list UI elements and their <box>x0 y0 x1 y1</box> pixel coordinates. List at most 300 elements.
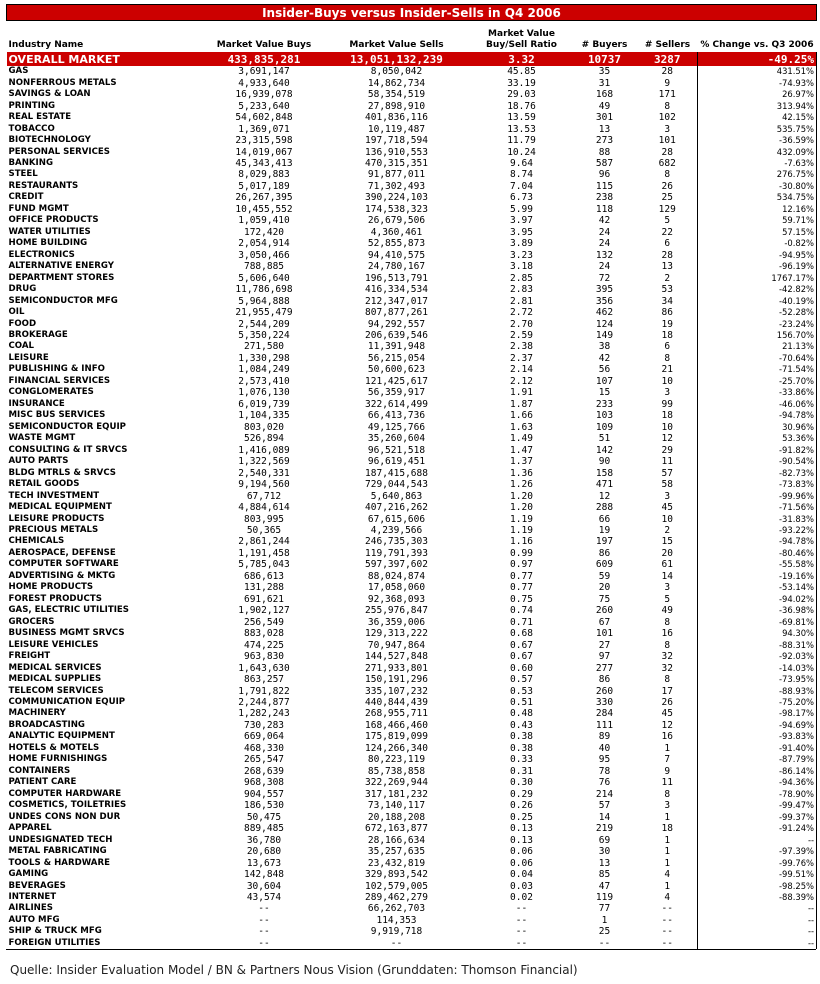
buyers-cell: 168 <box>595 89 614 101</box>
industry-name-cell: RETAIL GOODS <box>8 479 80 490</box>
buyers-cell: 273 <box>595 135 614 147</box>
market-value-sells-cell: 144,527,848 <box>365 651 428 663</box>
buy-sell-ratio-cell: 0.30 <box>510 777 533 789</box>
table-row <box>7 846 817 857</box>
industry-name-cell: SEMICONDUCTOR EQUIP <box>8 421 126 432</box>
market-value-buys-cell: 1,076,130 <box>238 387 290 399</box>
industry-name-cell: SEMICONDUCTOR MFG <box>8 295 118 306</box>
buyers-cell: 119 <box>595 891 614 903</box>
market-value-sells-cell: 17,058,060 <box>367 582 426 594</box>
header-industry-name: Industry Name <box>8 40 84 50</box>
market-value-buys-cell: 1,322,569 <box>238 456 290 468</box>
table-row <box>7 238 817 249</box>
buy-sell-ratio-cell: 0.29 <box>510 788 533 800</box>
sellers-cell: -- <box>661 926 673 938</box>
insider-table <box>6 4 817 949</box>
table-row <box>7 880 817 891</box>
buy-sell-ratio-cell: 0.51 <box>510 697 533 709</box>
sellers-cell: 129 <box>658 203 676 215</box>
buyers-cell: 88 <box>598 146 611 158</box>
industry-name-cell: PRINTING <box>8 100 56 111</box>
market-value-sells-cell: 88,024,874 <box>367 570 426 582</box>
sellers-cell: 12 <box>661 719 673 731</box>
pct-change-cell: -- <box>698 938 817 949</box>
industry-name-cell: INSURANCE <box>8 398 65 409</box>
market-value-buys-cell: 9,194,560 <box>238 479 290 491</box>
market-value-sells-cell: 8,050,042 <box>370 66 423 78</box>
pct-change-cell: -92.03% <box>698 651 817 662</box>
industry-name-cell: SHIP & TRUCK MFG <box>8 926 102 937</box>
pct-change-cell: -55.58% <box>698 559 817 570</box>
market-value-buys-cell: 1,104,335 <box>238 410 290 422</box>
pct-change-cell: -71.56% <box>698 502 817 513</box>
market-value-sells-cell: 73,140,117 <box>367 800 426 812</box>
sellers-cell: 12 <box>661 433 673 445</box>
pct-change-cell: -94.36% <box>698 777 817 788</box>
pct-change-cell: -36.59% <box>698 135 817 146</box>
market-value-sells-cell: 136,910,553 <box>365 146 428 158</box>
sellers-cell: 682 <box>658 157 676 169</box>
market-value-buys-cell: 50,365 <box>246 524 282 536</box>
market-value-buys-cell: -- <box>258 903 270 915</box>
buy-sell-ratio-cell: 0.06 <box>510 857 533 869</box>
buyers-cell: 75 <box>598 593 611 605</box>
market-value-sells-cell: 470,315,351 <box>365 157 428 169</box>
buy-sell-ratio-cell: 0.67 <box>510 639 533 651</box>
industry-name-cell: CHEMICALS <box>8 536 65 547</box>
industry-name-cell: HOTELS & MOTELS <box>8 742 100 753</box>
buyers-cell: 124 <box>595 318 614 330</box>
market-value-sells-cell: 80,223,119 <box>367 754 426 766</box>
pct-change-cell: -33.86% <box>698 387 817 398</box>
table-row <box>7 823 817 834</box>
table-row <box>7 628 817 639</box>
industry-name-cell: PATIENT CARE <box>8 777 77 788</box>
buy-sell-ratio-cell: 1.19 <box>510 513 533 525</box>
market-value-sells-cell: 114,353 <box>376 914 417 926</box>
sellers-cell: 26 <box>661 180 673 192</box>
buy-sell-ratio-cell: -- <box>515 937 528 949</box>
buyers-cell: 288 <box>595 502 614 514</box>
market-value-buys-cell: 186,530 <box>243 800 285 812</box>
market-value-sells-cell: 124,266,340 <box>365 742 428 754</box>
market-value-buys-cell: 468,330 <box>243 742 285 754</box>
industry-name-cell: HOME BUILDING <box>8 238 88 249</box>
table-row <box>7 467 817 478</box>
industry-name-cell: COMPUTER HARDWARE <box>8 788 122 799</box>
overall-buys: 433,835,281 <box>207 52 322 66</box>
buyers-cell: 69 <box>598 834 611 846</box>
industry-name-cell: UNDES CONS NON DUR <box>8 811 121 822</box>
table-row <box>7 307 817 318</box>
buy-sell-ratio-cell: -- <box>515 903 528 915</box>
market-value-buys-cell: 268,639 <box>243 765 285 777</box>
sellers-cell: 45 <box>661 502 673 514</box>
buyers-cell: 462 <box>595 307 614 319</box>
market-value-sells-cell: 94,292,557 <box>367 318 426 330</box>
table-row <box>7 341 817 352</box>
market-value-sells-cell: 121,425,617 <box>365 375 428 387</box>
table-row <box>7 513 817 524</box>
buyers-cell: 25 <box>598 926 611 938</box>
industry-name-cell: TOOLS & HARDWARE <box>8 857 110 868</box>
market-value-buys-cell: 526,894 <box>243 433 285 445</box>
pct-change-cell: 313.94% <box>698 100 817 111</box>
buy-sell-ratio-cell: 2.83 <box>510 284 533 296</box>
table-row <box>7 639 817 650</box>
pct-change-cell: 1767.17% <box>698 272 817 283</box>
buyers-cell: 277 <box>595 662 614 674</box>
industry-name-cell: ANALYTIC EQUIPMENT <box>8 731 115 742</box>
market-value-buys-cell: 3,050,466 <box>238 249 290 261</box>
industry-name-cell: STEEL <box>8 169 38 180</box>
buy-sell-ratio-cell: 0.31 <box>510 765 533 777</box>
buyers-cell: 31 <box>598 77 611 89</box>
buy-sell-ratio-cell: 3.23 <box>510 249 533 261</box>
table-row <box>7 100 817 111</box>
industry-name-cell: GAS <box>8 66 29 77</box>
sellers-cell: 61 <box>661 559 673 571</box>
buy-sell-ratio-cell: 0.13 <box>510 823 533 835</box>
market-value-sells-cell: 14,862,734 <box>367 77 426 89</box>
buyers-cell: 89 <box>598 731 611 743</box>
pct-change-cell: -- <box>698 915 817 926</box>
market-value-buys-cell: 863,257 <box>243 674 285 686</box>
pct-change-cell: -99.47% <box>698 800 817 811</box>
sellers-cell: 9 <box>664 765 671 777</box>
table-row <box>7 250 817 261</box>
buyers-cell: 67 <box>598 616 611 628</box>
table-row <box>7 915 817 926</box>
buy-sell-ratio-cell: 18.76 <box>507 100 536 112</box>
market-value-buys-cell: 5,606,640 <box>238 272 290 284</box>
industry-name-cell: RESTAURANTS <box>8 180 79 191</box>
market-value-sells-cell: -- <box>390 937 403 949</box>
market-value-buys-cell: 4,884,614 <box>238 502 290 514</box>
pct-change-cell: -36.98% <box>698 605 817 616</box>
industry-name-cell: TELECOM SERVICES <box>8 685 104 696</box>
industry-name-cell: MISC BUS SERVICES <box>8 410 106 421</box>
market-value-sells-cell: 85,738,858 <box>367 765 426 777</box>
buyers-cell: 233 <box>595 398 614 410</box>
industry-name-cell: REAL ESTATE <box>8 112 72 123</box>
sellers-cell: 18 <box>661 410 673 422</box>
sellers-cell: 2 <box>664 272 671 284</box>
industry-name-cell: ALTERNATIVE ENERGY <box>8 261 114 272</box>
industry-name-cell: GROCERS <box>8 616 55 627</box>
overall-ratio: 3.32 <box>472 52 572 66</box>
table-row <box>7 834 817 845</box>
table-row <box>7 869 817 880</box>
market-value-buys-cell: 5,350,224 <box>238 330 290 342</box>
buy-sell-ratio-cell: 1.47 <box>510 444 533 456</box>
sellers-cell: 20 <box>661 547 673 559</box>
table-row <box>7 353 817 364</box>
sellers-cell: 3 <box>664 490 671 502</box>
sellers-cell: 53 <box>661 284 673 296</box>
buy-sell-ratio-cell: -- <box>515 926 528 938</box>
pct-change-cell: 21.13% <box>698 341 817 352</box>
buyers-cell: 13 <box>598 123 611 135</box>
market-value-buys-cell: 803,020 <box>243 421 285 433</box>
table-row <box>7 192 817 203</box>
industry-name-cell: WATER UTILITIES <box>8 226 91 237</box>
market-value-buys-cell: 968,308 <box>243 777 285 789</box>
table-row <box>7 548 817 559</box>
buy-sell-ratio-cell: 0.04 <box>510 869 533 881</box>
market-value-buys-cell: -- <box>258 914 270 926</box>
table-row <box>7 903 817 914</box>
buy-sell-ratio-cell: 0.02 <box>510 891 533 903</box>
market-value-sells-cell: 175,819,099 <box>365 731 428 743</box>
header-market-value-buys: Market Value Buys <box>216 40 312 50</box>
pct-change-cell: -30.80% <box>698 181 817 192</box>
pct-change-cell: -53.14% <box>698 582 817 593</box>
market-value-sells-cell: 597,397,602 <box>365 559 428 571</box>
pct-change-cell: 431.51% <box>698 66 817 77</box>
buyers-cell: 85 <box>598 869 611 881</box>
buy-sell-ratio-cell: 33.19 <box>507 77 536 89</box>
pct-change-cell: -14.03% <box>698 662 817 673</box>
industry-name-cell: WASTE MGMT <box>8 433 76 444</box>
sellers-cell: 32 <box>661 662 673 674</box>
sellers-cell: 8 <box>664 788 671 800</box>
market-value-sells-cell: 23,432,819 <box>367 857 426 869</box>
market-value-buys-cell: 669,064 <box>243 731 285 743</box>
table-row <box>7 376 817 387</box>
pct-change-cell: -94.02% <box>698 594 817 605</box>
sellers-cell: 5 <box>664 215 671 227</box>
market-value-sells-cell: 4,360,461 <box>370 226 423 238</box>
pct-change-cell: -25.70% <box>698 376 817 387</box>
sellers-cell: 8 <box>664 352 671 364</box>
sellers-cell: 29 <box>661 444 673 456</box>
market-value-buys-cell: 131,288 <box>243 582 285 594</box>
market-value-buys-cell: 271,580 <box>243 341 285 353</box>
sellers-cell: 3 <box>664 800 671 812</box>
industry-name-cell: MEDICAL SERVICES <box>8 662 102 673</box>
table-row <box>7 295 817 306</box>
market-value-sells-cell: 197,718,594 <box>365 135 428 147</box>
market-value-buys-cell: 4,933,640 <box>238 77 290 89</box>
industry-name-cell: APPAREL <box>8 823 52 834</box>
industry-name-cell: FREIGHT <box>8 651 51 662</box>
overall-pct-change: -49.25% <box>698 52 817 66</box>
buyers-cell: 47 <box>598 880 611 892</box>
pct-change-cell: -74.93% <box>698 77 817 88</box>
market-value-buys-cell: 1,191,458 <box>238 547 290 559</box>
industry-name-cell: OFFICE PRODUCTS <box>8 215 99 226</box>
market-value-sells-cell: 255,976,847 <box>365 605 428 617</box>
buyers-cell: 19 <box>598 524 611 536</box>
buyers-cell: 330 <box>595 697 614 709</box>
market-value-sells-cell: 35,257,635 <box>367 846 426 858</box>
table-row <box>7 387 817 398</box>
buyers-cell: 103 <box>595 410 614 422</box>
buy-sell-ratio-cell: 0.99 <box>510 547 533 559</box>
buyers-cell: 78 <box>598 765 611 777</box>
pct-change-cell: -71.54% <box>698 364 817 375</box>
pct-change-cell: -96.19% <box>698 261 817 272</box>
industry-name-cell: COSMETICS, TOILETRIES <box>8 800 127 811</box>
insider-table-container <box>6 4 816 950</box>
table-row <box>7 479 817 490</box>
sellers-cell: 16 <box>661 731 673 743</box>
buyers-cell: 66 <box>598 513 611 525</box>
table-row <box>7 731 817 742</box>
market-value-sells-cell: 9,919,718 <box>370 926 423 938</box>
market-value-sells-cell: 35,260,604 <box>367 433 426 445</box>
pct-change-cell: -86.14% <box>698 766 817 777</box>
market-value-sells-cell: 196,513,791 <box>365 272 428 284</box>
sellers-cell: 11 <box>661 777 673 789</box>
pct-change-cell: -91.40% <box>698 743 817 754</box>
sellers-cell: 45 <box>661 708 673 720</box>
industry-name-cell: FOREIGN UTILITIES <box>8 937 101 948</box>
header-sellers: # Sellers <box>644 40 691 50</box>
market-value-sells-cell: 150,191,296 <box>365 674 428 686</box>
pct-change-cell: -99.37% <box>698 811 817 822</box>
market-value-sells-cell: 96,619,451 <box>367 456 426 468</box>
table-row <box>7 66 817 77</box>
pct-change-cell: -82.73% <box>698 467 817 478</box>
buyers-cell: 97 <box>598 651 611 663</box>
market-value-buys-cell: 1,643,630 <box>238 662 290 674</box>
overall-name: OVERALL MARKET <box>7 52 207 66</box>
buyers-cell: 24 <box>598 261 611 273</box>
buyers-cell: 20 <box>598 582 611 594</box>
buy-sell-ratio-cell: 0.57 <box>510 674 533 686</box>
market-value-sells-cell: 5,640,863 <box>370 490 423 502</box>
sellers-cell: 1 <box>664 846 671 858</box>
sellers-cell: 3 <box>664 582 671 594</box>
buy-sell-ratio-cell: 2.81 <box>510 295 533 307</box>
sellers-cell: 101 <box>658 135 676 147</box>
table-row <box>7 410 817 421</box>
buy-sell-ratio-cell: 13.53 <box>507 123 536 135</box>
overall-sellers: 3287 <box>638 52 698 66</box>
buy-sell-ratio-cell: 0.48 <box>510 708 533 720</box>
source-note: Quelle: Insider Evaluation Model / BN & Partners Nous Vision (Grunddaten: Thomson Financial) <box>10 963 578 977</box>
buyers-cell: 59 <box>598 570 611 582</box>
buy-sell-ratio-cell: 0.43 <box>510 719 533 731</box>
table-row <box>7 146 817 157</box>
pct-change-cell: -98.17% <box>698 708 817 719</box>
industry-name-cell: LEISURE PRODUCTS <box>8 513 105 524</box>
market-value-buys-cell: 1,282,243 <box>238 708 290 720</box>
sellers-cell: 6 <box>664 238 671 250</box>
pct-change-cell: -88.31% <box>698 639 817 650</box>
buy-sell-ratio-cell: 0.71 <box>510 616 533 628</box>
market-value-buys-cell: 1,330,298 <box>238 352 290 364</box>
market-value-sells-cell: 36,359,006 <box>367 616 426 628</box>
buyers-cell: 109 <box>595 421 614 433</box>
buy-sell-ratio-cell: 13.59 <box>507 112 536 124</box>
pct-change-cell: -70.64% <box>698 353 817 364</box>
sellers-cell: 1 <box>664 834 671 846</box>
market-value-sells-cell: 729,044,543 <box>365 479 428 491</box>
table-row <box>7 605 817 616</box>
buy-sell-ratio-cell: 2.12 <box>510 375 533 387</box>
market-value-sells-cell: 187,415,688 <box>365 467 428 479</box>
buy-sell-ratio-cell: 2.59 <box>510 330 533 342</box>
buy-sell-ratio-cell: 3.95 <box>510 226 533 238</box>
market-value-buys-cell: 10,455,552 <box>235 203 293 215</box>
buyers-cell: 96 <box>598 169 611 181</box>
buyers-cell: 471 <box>595 479 614 491</box>
sellers-cell: -- <box>661 914 673 926</box>
buy-sell-ratio-cell: 0.33 <box>510 754 533 766</box>
sellers-cell: 22 <box>661 226 673 238</box>
market-value-buys-cell: 23,315,598 <box>235 135 293 147</box>
buy-sell-ratio-cell: 3.18 <box>510 261 533 273</box>
sellers-cell: 86 <box>661 307 673 319</box>
table-row <box>7 662 817 673</box>
buy-sell-ratio-cell: 0.03 <box>510 880 533 892</box>
market-value-buys-cell: 172,420 <box>243 226 285 238</box>
industry-name-cell: SAVINGS & LOAN <box>8 89 91 100</box>
market-value-sells-cell: 70,947,864 <box>367 639 426 651</box>
overall-sells: 13,051,132,239 <box>322 52 472 66</box>
market-value-sells-cell: 119,791,393 <box>365 547 428 559</box>
buy-sell-ratio-cell: 0.75 <box>510 593 533 605</box>
table-row <box>7 685 817 696</box>
table-row <box>7 708 817 719</box>
table-row <box>7 720 817 731</box>
market-value-buys-cell: 686,613 <box>243 570 285 582</box>
table-row <box>7 456 817 467</box>
market-value-sells-cell: 317,181,232 <box>365 788 428 800</box>
buy-sell-ratio-cell: 1.63 <box>510 421 533 433</box>
market-value-sells-cell: 24,780,167 <box>367 261 426 273</box>
pct-change-cell: -88.39% <box>698 892 817 903</box>
market-value-sells-cell: 96,521,518 <box>367 444 426 456</box>
table-row <box>7 651 817 662</box>
table-row <box>7 789 817 800</box>
sellers-cell: 11 <box>661 456 673 468</box>
buy-sell-ratio-cell: 2.85 <box>510 272 533 284</box>
sellers-cell: 10 <box>661 513 673 525</box>
industry-name-cell: FOOD <box>8 318 37 329</box>
buyers-cell: 107 <box>595 375 614 387</box>
sellers-cell: 21 <box>661 364 673 376</box>
market-value-buys-cell: 1,369,071 <box>238 123 290 135</box>
sellers-cell: 5 <box>664 593 671 605</box>
pct-change-cell: 30.96% <box>698 422 817 433</box>
industry-name-cell: OIL <box>8 307 25 318</box>
buyers-cell: 101 <box>595 628 614 640</box>
sellers-cell: 1 <box>664 880 671 892</box>
industry-name-cell: COMPUTER SOFTWARE <box>8 559 119 570</box>
market-value-sells-cell: 174,538,323 <box>365 203 428 215</box>
buyers-cell: 86 <box>598 547 611 559</box>
pct-change-cell: 59.71% <box>698 215 817 226</box>
table-row <box>7 754 817 765</box>
market-value-sells-cell: 672,163,877 <box>365 823 428 835</box>
table-row <box>7 811 817 822</box>
market-value-sells-cell: 10,119,487 <box>367 123 426 135</box>
table-row <box>7 582 817 593</box>
market-value-sells-cell: 322,614,499 <box>365 398 428 410</box>
market-value-sells-cell: 67,615,606 <box>367 513 426 525</box>
buy-sell-ratio-cell: 0.74 <box>510 605 533 617</box>
pct-change-cell: -91.82% <box>698 444 817 455</box>
market-value-sells-cell: 206,639,546 <box>365 330 428 342</box>
sellers-cell: 28 <box>661 249 673 261</box>
pct-change-cell: -87.79% <box>698 754 817 765</box>
industry-name-cell: MEDICAL SUPPLIES <box>8 674 102 685</box>
header-pct-change: % Change vs. Q3 2006 <box>700 40 814 50</box>
